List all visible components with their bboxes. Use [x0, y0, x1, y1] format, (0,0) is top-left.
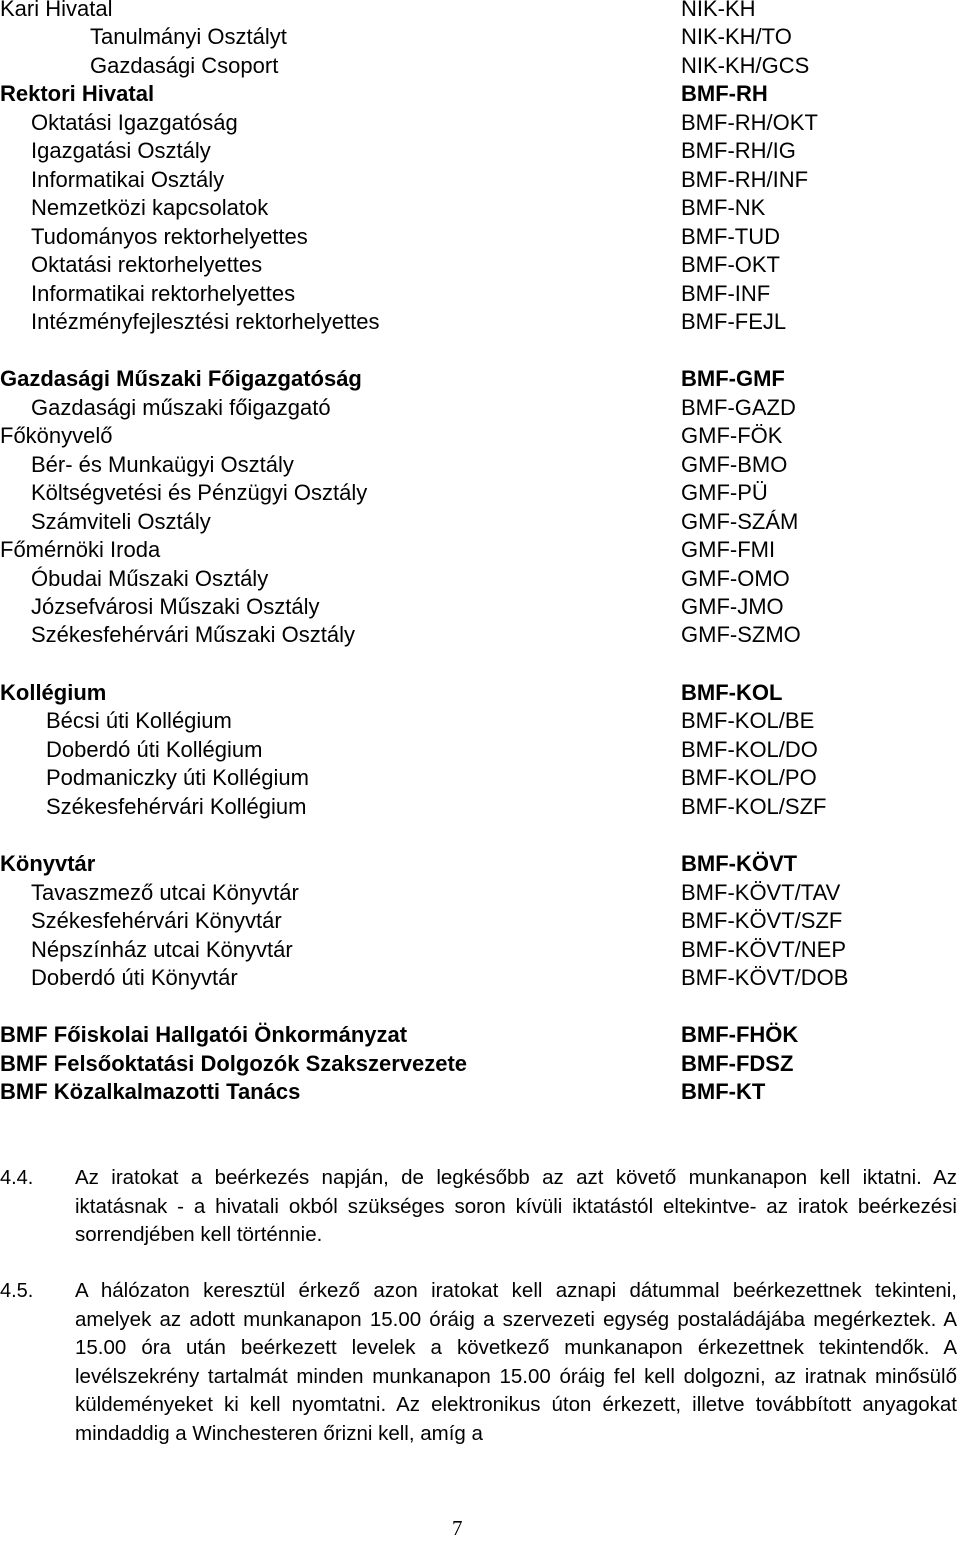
department-row [0, 479, 960, 507]
department-code: BMF-GAZD [681, 394, 796, 420]
department-name: Doberdó úti Kollégium [46, 736, 263, 762]
department-code: BMF-GMF [681, 366, 785, 392]
department-row [0, 679, 960, 707]
department-name: Főkönyvelő [0, 423, 113, 449]
department-row [0, 736, 960, 764]
department-row [0, 451, 960, 479]
department-code: BMF-RH/IG [681, 138, 796, 164]
department-name: BMF Közalkalmazotti Tanács [0, 1079, 301, 1105]
department-row [0, 1050, 960, 1078]
department-name: Podmaniczky úti Kollégium [46, 765, 309, 791]
department-name: Bér- és Munkaügyi Osztály [31, 451, 294, 477]
department-row [0, 621, 960, 649]
department-name: Kari Hivatal [0, 0, 113, 21]
department-code: BMF-FHÖK [681, 1022, 799, 1048]
department-code: BMF-FDSZ [681, 1050, 794, 1076]
department-name: Igazgatási Osztály [31, 138, 211, 164]
department-code: NIK-KH/GCS [681, 52, 810, 78]
department-row [0, 422, 960, 450]
paragraph-number: 4.5. [0, 1280, 34, 1302]
department-row [0, 879, 960, 907]
department-row [0, 109, 960, 137]
department-row [0, 52, 960, 80]
paragraph-number: 4.4. [0, 1167, 34, 1189]
department-name: Józsefvárosi Műszaki Osztály [31, 594, 320, 619]
department-name: Kollégium [0, 679, 107, 705]
department-code: GMF-FMI [681, 537, 776, 563]
department-name: Informatikai Osztály [31, 166, 225, 192]
department-code: GMF-FÖK [681, 423, 783, 449]
department-name: Tanulmányi Osztályt [90, 24, 287, 50]
department-code: BMF-RH/INF [681, 166, 809, 192]
department-name: Tavaszmező utcai Könyvtár [31, 879, 299, 905]
department-code: BMF-KOL [681, 679, 783, 705]
department-code: GMF-PÜ [681, 480, 768, 506]
department-row [0, 565, 960, 593]
department-name: Nemzetközi kapcsolatok [31, 195, 269, 221]
department-name: Székesfehérvári Könyvtár [31, 908, 282, 934]
department-row [0, 707, 960, 735]
department-code: BMF-FEJL [681, 308, 787, 334]
department-code: BMF-KÖVT/SZF [681, 908, 843, 934]
department-row [0, 80, 960, 108]
department-code: GMF-BMO [681, 451, 788, 477]
department-row [0, 137, 960, 165]
department-code: BMF-OKT [681, 252, 780, 278]
department-name: Gazdasági Csoport [90, 52, 279, 78]
department-code: BMF-TUD [681, 223, 780, 249]
department-row [0, 194, 960, 222]
department-row [0, 308, 960, 336]
department-name: Könyvtár [0, 851, 96, 877]
department-row [0, 1021, 960, 1049]
paragraph-text: Az iratokat a beérkezés napján, de legkésőbb az azt követő munkanapon kell iktatni. Az iktatásnak - a hivatali okból szükséges soron kívüli iktatástól eltekintve- az iratok beérkezési sorrendjében kell történnie. [75, 1166, 957, 1246]
department-row [0, 907, 960, 935]
department-row [0, 508, 960, 536]
department-code: BMF-NK [681, 195, 766, 221]
department-code: NIK-KH/TO [681, 24, 792, 50]
department-row [0, 850, 960, 878]
department-row [0, 593, 960, 621]
department-name: Doberdó úti Könyvtár [31, 964, 238, 990]
department-code: BMF-KÖVT/NEP [681, 936, 847, 962]
department-code: GMF-JMO [681, 594, 784, 619]
department-row [0, 280, 960, 308]
department-row [0, 964, 960, 992]
department-code: BMF-KÖVT/TAV [681, 879, 841, 905]
department-name: BMF Felsőoktatási Dolgozók Szakszervezete [0, 1050, 468, 1076]
department-row [0, 394, 960, 422]
department-name: Számviteli Osztály [31, 508, 211, 534]
paragraph-text: A hálózaton keresztül érkező azon iratokat kell aznapi dátummal beérkezettnek tekinteni, amelyek az adott munkanapon 15.00 óráig a szervezeti egység postaládájába megérkeztek. A 15.00 óra után beérkezett levelek a következő munkanapon érkezettnek tekintendők. A levélszekrény tartalmát minden munkanapon 15.00 óráig fel kell dolgozni, az iratnak minősülő küldeményeket ki kell nyomtatni. Az elektronikus úton érkezett, illetve továbbított anyagokat mindaddig a Winchesteren őrizni kell, amíg a [75, 1279, 957, 1445]
department-row [0, 166, 960, 194]
department-name: BMF Főiskolai Hallgatói Önkormányzat [0, 1022, 408, 1048]
department-code: BMF-KOL/BE [681, 708, 815, 734]
department-code: BMF-KÖVT [681, 851, 798, 877]
department-name: Oktatási Igazgatóság [31, 109, 238, 135]
department-row [0, 764, 960, 792]
department-name: Népszínház utcai Könyvtár [31, 936, 293, 962]
department-code: BMF-INF [681, 280, 771, 306]
department-code: NIK-KH [681, 0, 756, 21]
department-code: BMF-KÖVT/DOB [681, 964, 849, 990]
department-name: Óbudai Műszaki Osztály [31, 565, 269, 591]
department-code: GMF-OMO [681, 565, 790, 591]
page-number: 7 [452, 1516, 463, 1540]
department-code: BMF-KOL/DO [681, 736, 818, 762]
department-name: Székesfehérvári Kollégium [46, 793, 307, 819]
department-row [0, 23, 960, 51]
department-row [0, 223, 960, 251]
department-name: Rektori Hivatal [0, 81, 155, 107]
department-name: Költségvetési és Pénzügyi Osztály [31, 480, 368, 506]
department-code: BMF-KOL/SZF [681, 793, 827, 819]
department-name: Gazdasági műszaki főigazgató [31, 394, 331, 420]
department-row [0, 365, 960, 393]
department-name: Tudományos rektorhelyettes [31, 223, 308, 249]
department-row [0, 793, 960, 821]
department-name: Intézményfejlesztési rektorhelyettes [31, 308, 380, 334]
department-row [0, 1078, 960, 1106]
department-name: Bécsi úti Kollégium [46, 708, 232, 734]
department-code: GMF-SZÁM [681, 508, 799, 534]
department-name: Főmérnöki Iroda [0, 537, 161, 563]
department-row [0, 936, 960, 964]
department-name: Informatikai rektorhelyettes [31, 280, 296, 306]
department-row [0, 536, 960, 564]
department-code: BMF-RH/OKT [681, 109, 818, 135]
department-code: BMF-RH [681, 81, 768, 107]
department-code: GMF-SZMO [681, 622, 801, 648]
department-code: BMF-KT [681, 1079, 766, 1105]
department-row [0, 251, 960, 279]
department-code: BMF-KOL/PO [681, 765, 817, 791]
department-name: Oktatási rektorhelyettes [31, 252, 263, 278]
department-name: Székesfehérvári Műszaki Osztály [31, 622, 355, 648]
department-name: Gazdasági Műszaki Főigazgatóság [0, 366, 362, 392]
department-row [0, 0, 960, 23]
